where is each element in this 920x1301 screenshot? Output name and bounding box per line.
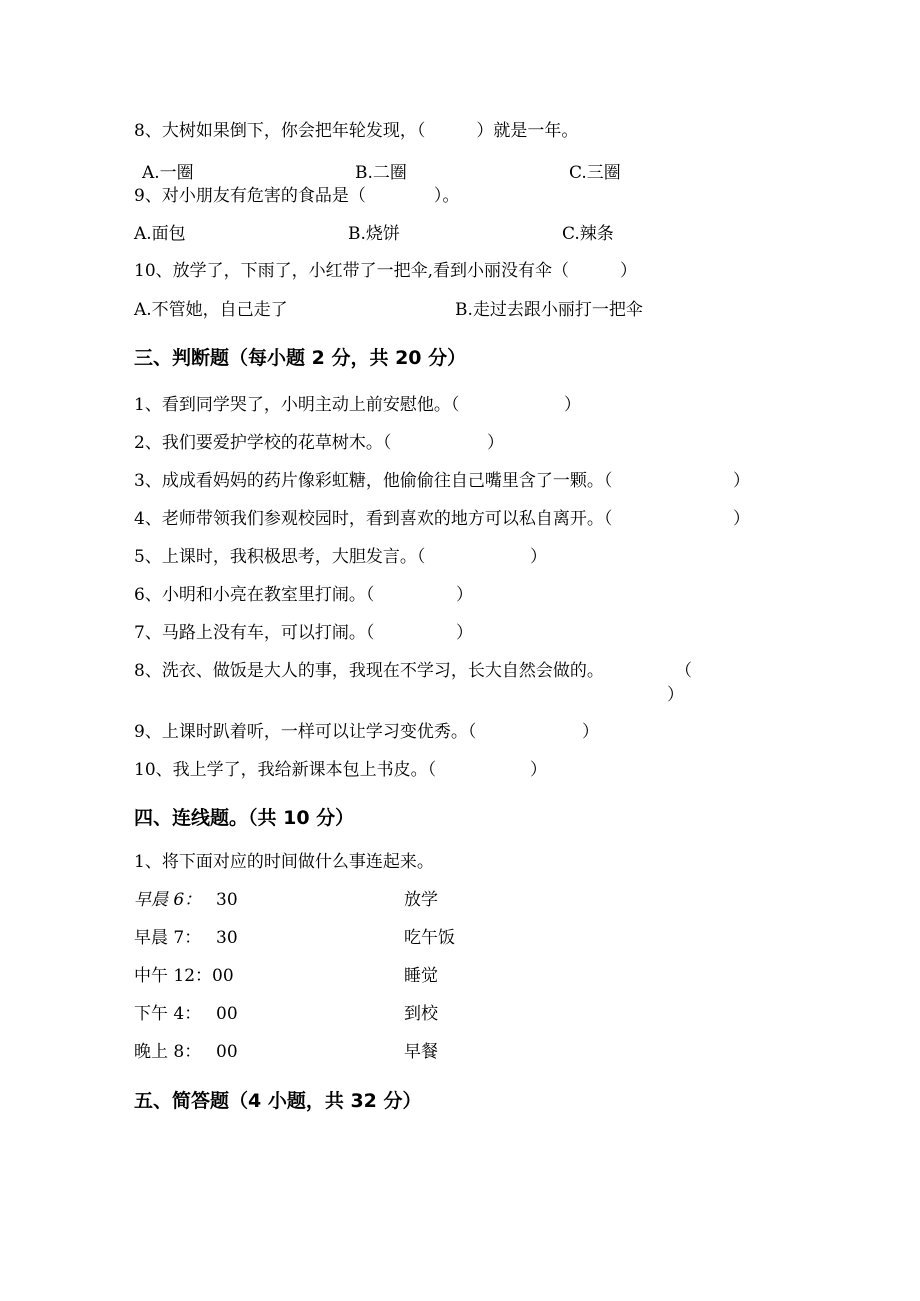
judge-item-8: 8、洗衣、做饭是大人的事，我现在不学习，长大自然会做的。 [134, 661, 604, 681]
matching-time-5: 晚上 8： [134, 1042, 202, 1062]
question-10-text: 10、放学了，下雨了，小红带了一把伞,看到小丽没有伞（ ） [134, 261, 638, 281]
judge-item-1-close: ） [564, 395, 581, 415]
matching-activity-2: 吃午饭 [404, 928, 455, 948]
matching-minute-2: 30 [216, 928, 238, 948]
matching-activity-4: 到校 [404, 1004, 438, 1024]
judge-item-5: 5、上课时，我积极思考，大胆发言。（ [134, 547, 426, 567]
judge-item-2-close: ） [487, 433, 504, 453]
matching-activity-3: 睡觉 [404, 966, 438, 986]
judge-item-7: 7、马路上没有车，可以打闹。（ [134, 623, 375, 643]
matching-time-1: 早晨 6： [134, 890, 202, 910]
question-10-option-b: B.走过去跟小丽打一把伞 [455, 300, 643, 320]
judge-item-2: 2、我们要爱护学校的花草树木。（ [134, 433, 392, 453]
matching-activity-1: 放学 [404, 890, 438, 910]
section-5-title: 五、简答题（4 小题，共 32 分） [134, 1090, 422, 1112]
question-8-option-c: C.三圈 [569, 163, 621, 183]
matching-time-4: 下午 4： [134, 1004, 202, 1024]
judge-item-8-open: （ [675, 661, 692, 681]
matching-minute-5: 00 [216, 1042, 238, 1062]
question-9-option-b: B.烧饼 [348, 224, 400, 244]
question-10-option-a: A.不管她，自己走了 [134, 300, 288, 320]
matching-time-2: 早晨 7： [134, 928, 202, 948]
question-8-text: 8、大树如果倒下，你会把年轮发现，（ ）就是一年。 [134, 121, 579, 141]
question-9-option-c: C.辣条 [562, 224, 614, 244]
judge-item-5-close: ） [530, 547, 547, 567]
judge-item-3: 3、成成看妈妈的药片像彩虹糖，他偷偷往自己嘴里含了一颗。（ [134, 471, 613, 491]
question-8-option-b: B.二圈 [355, 163, 407, 183]
question-8-option-a: A.一圈 [142, 163, 194, 183]
judge-item-10-close: ） [530, 760, 547, 780]
judge-item-3-close: ） [733, 471, 750, 491]
judge-item-1: 1、看到同学哭了，小明主动上前安慰他。（ [134, 395, 460, 415]
judge-item-7-close: ） [456, 623, 473, 643]
judge-item-9-close: ） [582, 722, 599, 742]
section-4-title: 四、连线题。（共 10 分） [134, 807, 355, 829]
matching-instruction: 1、将下面对应的时间做什么事连起来。 [134, 852, 434, 872]
judge-item-6-close: ） [456, 585, 473, 605]
judge-item-8-close: ） [667, 685, 684, 705]
matching-time-3: 中午 12：00 [134, 966, 234, 986]
question-9-option-a: A.面包 [134, 224, 186, 244]
section-3-title: 三、判断题（每小题 2 分，共 20 分） [134, 347, 467, 369]
judge-item-10: 10、我上学了，我给新课本包上书皮。（ [134, 760, 437, 780]
judge-item-4: 4、老师带领我们参观校园时，看到喜欢的地方可以私自离开。（ [134, 509, 613, 529]
judge-item-6: 6、小明和小亮在教室里打闹。（ [134, 585, 375, 605]
matching-minute-4: 00 [216, 1004, 238, 1024]
judge-item-4-close: ） [733, 509, 750, 529]
question-9-text: 9、对小朋友有危害的食品是（ ）。 [134, 186, 460, 206]
matching-activity-5: 早餐 [404, 1042, 438, 1062]
judge-item-9: 9、上课时趴着听，一样可以让学习变优秀。（ [134, 722, 477, 742]
matching-minute-1: 30 [216, 890, 238, 910]
